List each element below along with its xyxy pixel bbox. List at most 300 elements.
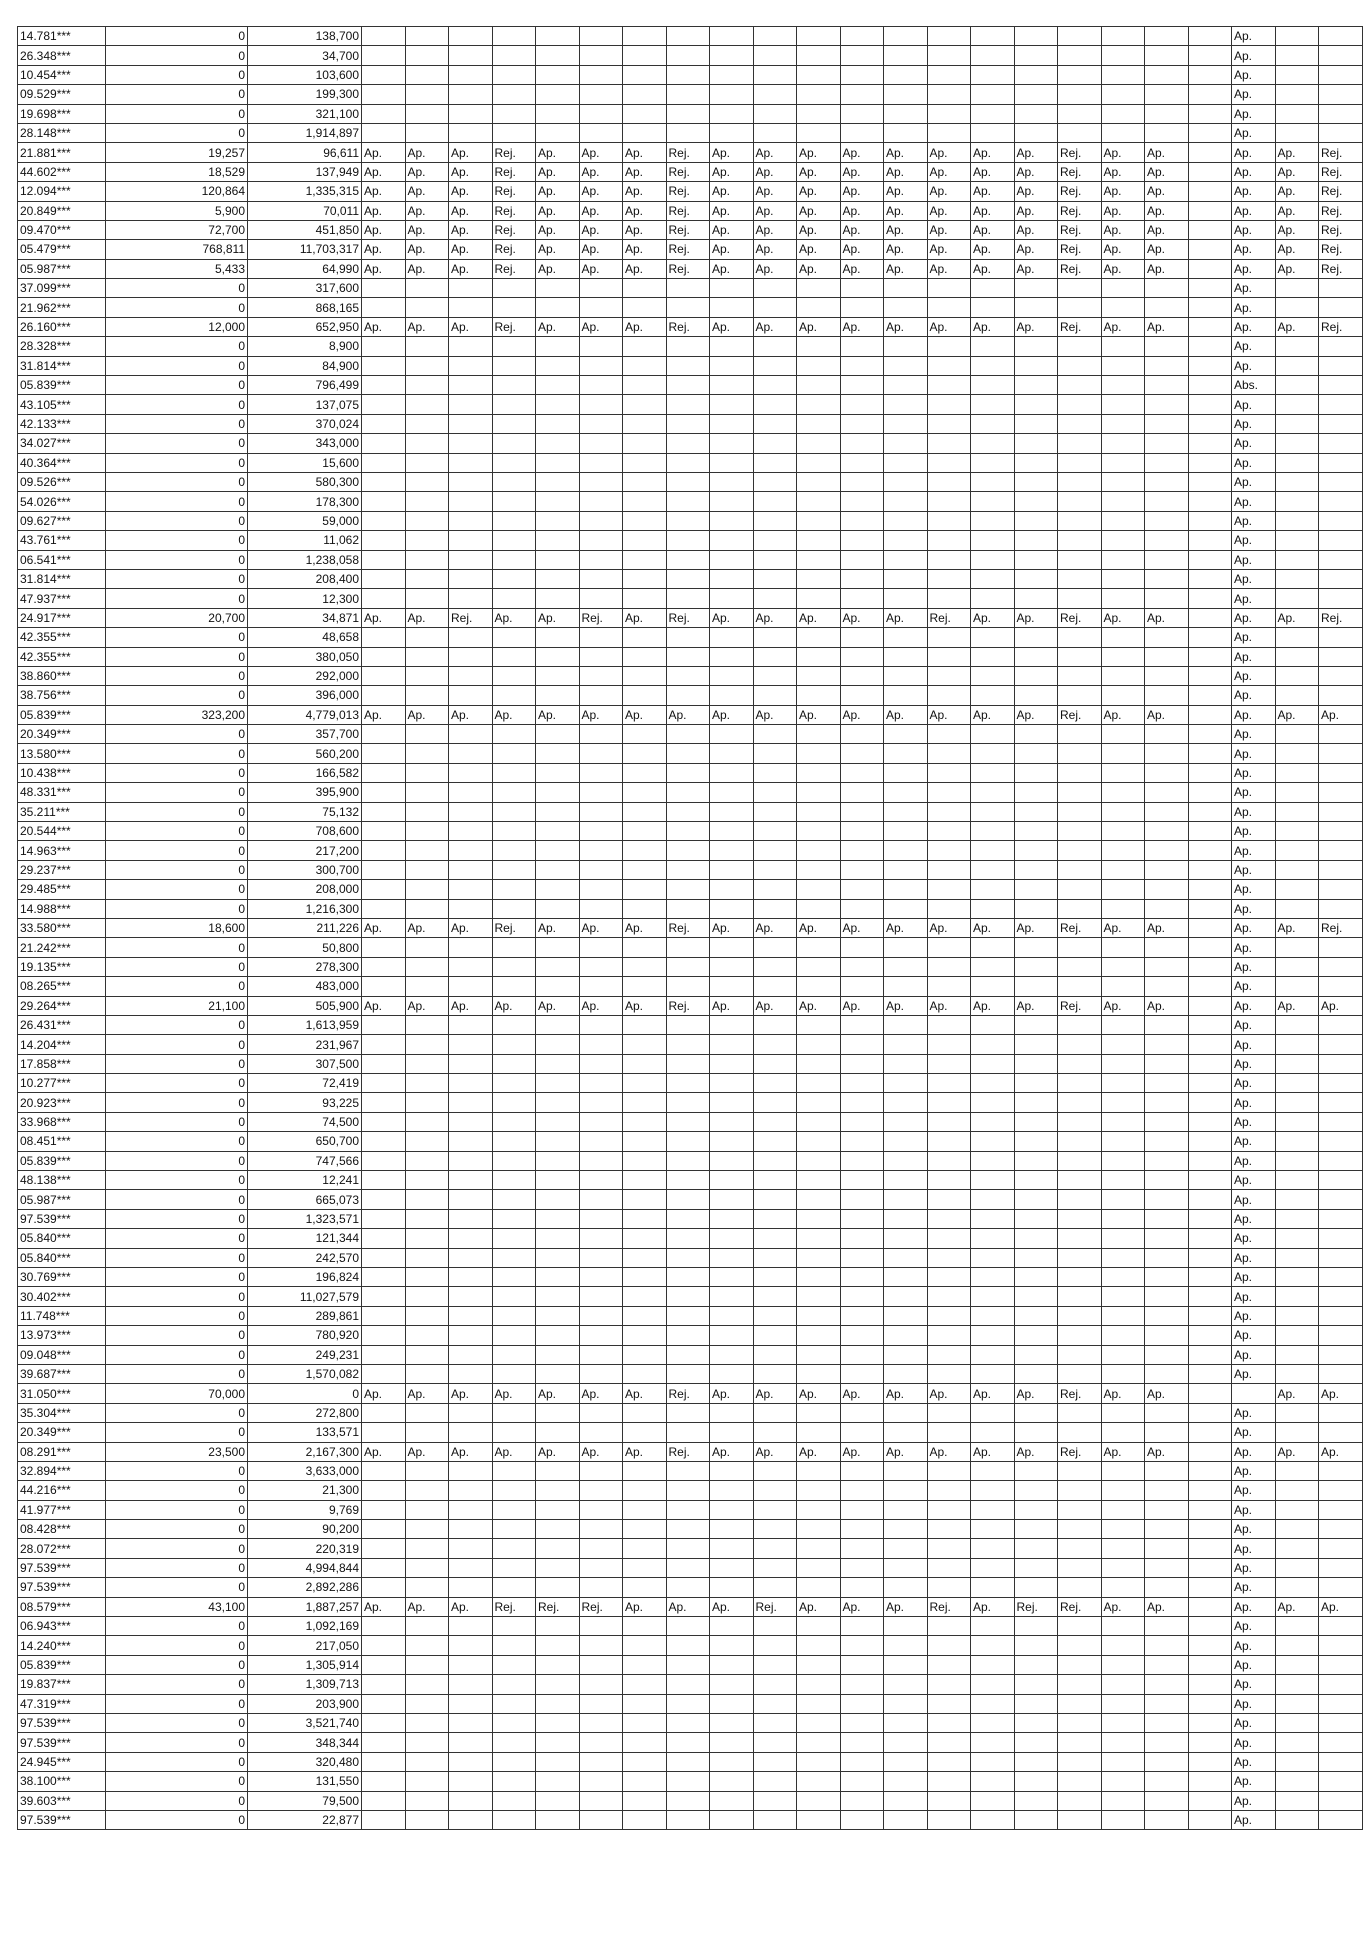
vote-cell <box>753 492 797 511</box>
vote-cell <box>536 550 580 569</box>
vote-cell <box>1188 1268 1232 1287</box>
vote-cell <box>1188 957 1232 976</box>
vote-cell <box>1145 763 1189 782</box>
vote-cell <box>797 472 841 491</box>
capital-cell: 211,226 <box>248 918 362 937</box>
vote-cell <box>753 1151 797 1170</box>
vote-cell <box>405 1675 449 1694</box>
vote-cell: Ap. <box>1232 182 1276 201</box>
holder-id-cell: 34.027*** <box>18 434 106 453</box>
vote-cell: Ap. <box>927 201 971 220</box>
capital-cell: 70,011 <box>248 201 362 220</box>
vote-cell <box>1014 1481 1058 1500</box>
table-row <box>18 1229 1363 1248</box>
vote-cell <box>405 1112 449 1131</box>
vote-cell <box>753 628 797 647</box>
shares-cell: 0 <box>106 1074 248 1093</box>
vote-cell <box>1145 1636 1189 1655</box>
vote-cell <box>927 1481 971 1500</box>
vote-cell <box>492 298 536 317</box>
vote-cell <box>579 1151 623 1170</box>
vote-cell: Ap. <box>1232 1461 1276 1480</box>
vote-cell <box>362 1364 406 1383</box>
table-row <box>18 1617 1363 1636</box>
vote-cell: Ap. <box>1319 705 1363 724</box>
vote-cell <box>840 763 884 782</box>
vote-cell <box>492 1423 536 1442</box>
vote-cell <box>623 569 667 588</box>
vote-cell <box>536 1558 580 1577</box>
vote-cell <box>1101 1132 1145 1151</box>
vote-cell: Ap. <box>840 1442 884 1461</box>
vote-cell <box>405 1171 449 1190</box>
vote-cell <box>536 1772 580 1791</box>
vote-cell <box>840 1578 884 1597</box>
vote-cell <box>449 1209 493 1228</box>
vote-cell <box>1145 1617 1189 1636</box>
capital-cell: 75,132 <box>248 802 362 821</box>
vote-cell <box>1058 46 1102 65</box>
vote-cell <box>579 472 623 491</box>
vote-cell <box>840 569 884 588</box>
vote-cell <box>710 1752 754 1771</box>
vote-cell: Ap. <box>884 240 928 259</box>
vote-cell <box>492 1074 536 1093</box>
vote-cell <box>492 1326 536 1345</box>
vote-cell <box>753 1520 797 1539</box>
vote-cell <box>884 725 928 744</box>
vote-cell <box>753 298 797 317</box>
vote-cell: Ap. <box>797 317 841 336</box>
vote-cell <box>579 337 623 356</box>
vote-cell: Rej. <box>492 918 536 937</box>
vote-cell <box>362 337 406 356</box>
vote-cell: Ap. <box>1319 1442 1363 1461</box>
vote-cell <box>971 1287 1015 1306</box>
vote-cell <box>797 279 841 298</box>
vote-cell <box>753 1229 797 1248</box>
vote-cell: Rej. <box>666 996 710 1015</box>
vote-cell <box>1058 1500 1102 1519</box>
capital-cell: 220,319 <box>248 1539 362 1558</box>
vote-cell: Ap. <box>927 220 971 239</box>
vote-cell <box>1058 1617 1102 1636</box>
vote-cell <box>362 65 406 84</box>
vote-cell <box>492 1054 536 1073</box>
vote-cell: Rej. <box>536 1597 580 1616</box>
vote-cell <box>362 356 406 375</box>
vote-cell <box>1101 880 1145 899</box>
vote-cell: Ap. <box>1145 996 1189 1015</box>
vote-cell <box>666 725 710 744</box>
vote-cell <box>1145 1403 1189 1422</box>
vote-cell: Rej. <box>666 220 710 239</box>
vote-cell <box>362 123 406 142</box>
vote-cell <box>927 453 971 472</box>
vote-cell <box>1275 1035 1319 1054</box>
vote-cell: Ap. <box>1232 957 1276 976</box>
vote-cell <box>492 1791 536 1810</box>
vote-cell <box>579 1655 623 1674</box>
vote-cell: Ap. <box>449 1597 493 1616</box>
vote-cell <box>1319 783 1363 802</box>
vote-cell <box>449 744 493 763</box>
capital-cell: 780,920 <box>248 1326 362 1345</box>
vote-cell <box>971 880 1015 899</box>
vote-cell <box>1014 589 1058 608</box>
holder-id-cell: 43.105*** <box>18 395 106 414</box>
vote-cell <box>840 938 884 957</box>
vote-cell: Ap. <box>1014 918 1058 937</box>
vote-cell <box>449 472 493 491</box>
vote-cell <box>971 1617 1015 1636</box>
vote-cell: Ap. <box>797 182 841 201</box>
vote-cell: Ap. <box>579 705 623 724</box>
vote-cell <box>971 957 1015 976</box>
vote-cell <box>536 1209 580 1228</box>
table-row <box>18 802 1363 821</box>
vote-cell <box>1058 337 1102 356</box>
vote-cell <box>1014 511 1058 530</box>
holder-id-cell: 31.050*** <box>18 1384 106 1403</box>
vote-cell <box>362 104 406 123</box>
vote-cell <box>579 1287 623 1306</box>
vote-cell: Ap. <box>797 240 841 259</box>
vote-cell <box>666 1132 710 1151</box>
vote-cell <box>710 1558 754 1577</box>
vote-cell <box>1319 1035 1363 1054</box>
vote-cell <box>797 1093 841 1112</box>
vote-cell: Ap. <box>710 317 754 336</box>
vote-cell <box>1145 550 1189 569</box>
vote-cell: Ap. <box>623 996 667 1015</box>
vote-cell <box>884 938 928 957</box>
capital-cell: 1,323,571 <box>248 1209 362 1228</box>
vote-cell <box>623 1364 667 1383</box>
vote-cell: Ap. <box>1014 162 1058 181</box>
vote-cell <box>536 860 580 879</box>
holder-id-cell: 97.539*** <box>18 1733 106 1752</box>
vote-cell <box>1275 434 1319 453</box>
vote-cell <box>840 1229 884 1248</box>
shares-cell: 0 <box>106 46 248 65</box>
holder-id-cell: 05.840*** <box>18 1229 106 1248</box>
vote-cell <box>927 298 971 317</box>
vote-cell <box>927 1345 971 1364</box>
vote-cell <box>753 65 797 84</box>
vote-cell <box>1101 1675 1145 1694</box>
vote-cell <box>753 977 797 996</box>
vote-cell <box>797 1287 841 1306</box>
vote-cell <box>1058 686 1102 705</box>
vote-cell <box>666 511 710 530</box>
vote-cell <box>1014 1326 1058 1345</box>
vote-cell <box>492 123 536 142</box>
vote-cell <box>927 27 971 46</box>
vote-cell <box>1145 1752 1189 1771</box>
vote-cell <box>971 1248 1015 1267</box>
capital-cell: 868,165 <box>248 298 362 317</box>
vote-cell <box>405 1500 449 1519</box>
vote-cell <box>579 1132 623 1151</box>
vote-cell <box>797 1035 841 1054</box>
vote-cell <box>1014 1171 1058 1190</box>
vote-cell <box>623 1248 667 1267</box>
vote-cell <box>1275 860 1319 879</box>
vote-cell: Ap. <box>840 259 884 278</box>
vote-cell <box>1101 1403 1145 1422</box>
vote-cell <box>1058 104 1102 123</box>
vote-cell <box>449 1713 493 1732</box>
holder-id-cell: 20.923*** <box>18 1093 106 1112</box>
vote-cell <box>1188 1442 1232 1461</box>
holder-id-cell: 30.402*** <box>18 1287 106 1306</box>
vote-cell <box>797 1558 841 1577</box>
vote-cell <box>710 1171 754 1190</box>
vote-cell <box>579 763 623 782</box>
holder-id-cell: 14.781*** <box>18 27 106 46</box>
vote-cell <box>710 279 754 298</box>
vote-cell <box>1145 841 1189 860</box>
vote-cell <box>753 744 797 763</box>
vote-cell: Ap. <box>579 1384 623 1403</box>
capital-cell: 1,570,082 <box>248 1364 362 1383</box>
shares-cell: 0 <box>106 841 248 860</box>
vote-cell <box>1319 666 1363 685</box>
vote-cell <box>927 1074 971 1093</box>
vote-cell <box>362 414 406 433</box>
vote-cell <box>449 1306 493 1325</box>
vote-cell <box>1188 1636 1232 1655</box>
vote-cell <box>1319 65 1363 84</box>
vote-cell <box>927 589 971 608</box>
vote-cell <box>579 65 623 84</box>
vote-cell <box>1014 1074 1058 1093</box>
vote-cell <box>579 1694 623 1713</box>
vote-cell: Ap. <box>797 996 841 1015</box>
vote-cell: Ap. <box>1145 259 1189 278</box>
vote-cell <box>1058 27 1102 46</box>
table-row <box>18 414 1363 433</box>
vote-cell: Ap. <box>927 182 971 201</box>
vote-cell: Rej. <box>492 317 536 336</box>
vote-cell <box>666 1248 710 1267</box>
vote-cell <box>492 1229 536 1248</box>
vote-cell <box>579 46 623 65</box>
vote-cell <box>666 1423 710 1442</box>
vote-cell: Rej. <box>1058 220 1102 239</box>
shares-cell: 0 <box>106 1112 248 1131</box>
table-row <box>18 279 1363 298</box>
holder-id-cell: 19.135*** <box>18 957 106 976</box>
vote-cell <box>1058 85 1102 104</box>
vote-cell <box>666 492 710 511</box>
vote-cell <box>1058 1229 1102 1248</box>
vote-cell: Ap. <box>623 705 667 724</box>
vote-cell <box>449 822 493 841</box>
vote-cell <box>840 628 884 647</box>
vote-cell <box>927 104 971 123</box>
vote-cell <box>710 1151 754 1170</box>
vote-cell <box>405 1132 449 1151</box>
vote-cell <box>971 1675 1015 1694</box>
vote-cell <box>1014 1655 1058 1674</box>
vote-cell <box>1101 647 1145 666</box>
vote-cell <box>1275 1500 1319 1519</box>
vote-cell <box>449 1694 493 1713</box>
vote-cell <box>1319 1171 1363 1190</box>
vote-cell <box>449 1403 493 1422</box>
vote-cell <box>623 1461 667 1480</box>
table-row <box>18 569 1363 588</box>
table-row <box>18 957 1363 976</box>
vote-cell <box>1058 1423 1102 1442</box>
vote-cell <box>1145 1306 1189 1325</box>
vote-cell <box>1058 1520 1102 1539</box>
vote-cell <box>1188 1713 1232 1732</box>
vote-cell: Ap. <box>1101 220 1145 239</box>
vote-cell <box>971 492 1015 511</box>
vote-cell <box>971 1733 1015 1752</box>
vote-cell <box>710 822 754 841</box>
vote-cell <box>884 1694 928 1713</box>
vote-cell <box>1014 1209 1058 1228</box>
vote-cell <box>579 376 623 395</box>
vote-cell <box>1058 472 1102 491</box>
vote-cell <box>536 85 580 104</box>
table-row <box>18 1132 1363 1151</box>
vote-cell <box>797 1500 841 1519</box>
vote-cell <box>666 860 710 879</box>
vote-cell <box>1319 802 1363 821</box>
vote-cell <box>623 1229 667 1248</box>
vote-cell <box>797 337 841 356</box>
vote-cell <box>1014 279 1058 298</box>
vote-cell <box>1275 1054 1319 1073</box>
vote-cell <box>797 1461 841 1480</box>
vote-cell <box>840 1171 884 1190</box>
vote-cell <box>1275 977 1319 996</box>
vote-cell <box>623 1151 667 1170</box>
capital-cell: 483,000 <box>248 977 362 996</box>
vote-cell <box>753 686 797 705</box>
vote-cell <box>1058 1539 1102 1558</box>
vote-cell <box>840 1035 884 1054</box>
vote-cell: Ap. <box>405 1597 449 1616</box>
vote-cell <box>405 822 449 841</box>
vote-cell <box>579 1578 623 1597</box>
vote-cell <box>753 1364 797 1383</box>
vote-cell <box>797 1190 841 1209</box>
vote-cell <box>492 1772 536 1791</box>
vote-cell <box>927 1558 971 1577</box>
vote-cell <box>449 1461 493 1480</box>
vote-cell <box>710 1694 754 1713</box>
vote-cell <box>753 860 797 879</box>
vote-cell <box>1101 1481 1145 1500</box>
vote-cell: Ap. <box>1232 492 1276 511</box>
vote-cell <box>449 569 493 588</box>
vote-cell <box>1101 492 1145 511</box>
vote-cell <box>1275 589 1319 608</box>
vote-cell <box>884 569 928 588</box>
vote-cell <box>623 1171 667 1190</box>
vote-cell <box>1058 1694 1102 1713</box>
vote-cell <box>536 686 580 705</box>
vote-cell <box>1101 1423 1145 1442</box>
vote-cell: Rej. <box>1319 317 1363 336</box>
vote-cell <box>362 938 406 957</box>
table-row <box>18 1423 1363 1442</box>
holder-id-cell: 97.539*** <box>18 1578 106 1597</box>
vote-cell: Ap. <box>623 918 667 937</box>
vote-cell <box>405 880 449 899</box>
vote-cell <box>1188 763 1232 782</box>
vote-cell <box>971 46 1015 65</box>
vote-cell <box>1275 356 1319 375</box>
vote-cell <box>1101 298 1145 317</box>
vote-cell <box>927 472 971 491</box>
shares-cell: 0 <box>106 1248 248 1267</box>
vote-cell <box>971 1636 1015 1655</box>
vote-cell <box>666 1190 710 1209</box>
vote-cell: Ap. <box>449 1384 493 1403</box>
vote-cell <box>1101 841 1145 860</box>
shares-cell: 23,500 <box>106 1442 248 1461</box>
vote-cell <box>797 1617 841 1636</box>
vote-cell <box>927 1733 971 1752</box>
vote-cell <box>536 744 580 763</box>
vote-cell <box>1145 1054 1189 1073</box>
table-row <box>18 1171 1363 1190</box>
vote-cell <box>405 395 449 414</box>
vote-cell <box>797 880 841 899</box>
vote-cell <box>840 104 884 123</box>
vote-cell <box>362 492 406 511</box>
vote-cell <box>971 1209 1015 1228</box>
vote-cell <box>536 1578 580 1597</box>
vote-cell <box>884 65 928 84</box>
vote-cell <box>405 1423 449 1442</box>
vote-cell <box>666 395 710 414</box>
vote-cell <box>1058 123 1102 142</box>
vote-cell <box>405 1306 449 1325</box>
vote-cell <box>840 1617 884 1636</box>
vote-cell: Ap. <box>1145 1384 1189 1403</box>
vote-cell <box>884 1500 928 1519</box>
vote-cell: Rej. <box>492 220 536 239</box>
vote-cell <box>666 1074 710 1093</box>
vote-cell <box>623 1539 667 1558</box>
vote-cell <box>971 337 1015 356</box>
vote-cell <box>1145 822 1189 841</box>
vote-cell <box>1014 1810 1058 1829</box>
vote-cell <box>710 1074 754 1093</box>
vote-cell: Ap. <box>927 705 971 724</box>
vote-cell <box>449 27 493 46</box>
vote-cell <box>971 1752 1015 1771</box>
vote-cell <box>405 1810 449 1829</box>
shares-cell: 0 <box>106 1791 248 1810</box>
table-row <box>18 1772 1363 1791</box>
vote-cell <box>1188 880 1232 899</box>
vote-cell <box>536 395 580 414</box>
table-row <box>18 1035 1363 1054</box>
holder-id-cell: 12.094*** <box>18 182 106 201</box>
vote-cell <box>623 957 667 976</box>
vote-cell <box>884 1461 928 1480</box>
vote-cell: Ap. <box>1232 550 1276 569</box>
